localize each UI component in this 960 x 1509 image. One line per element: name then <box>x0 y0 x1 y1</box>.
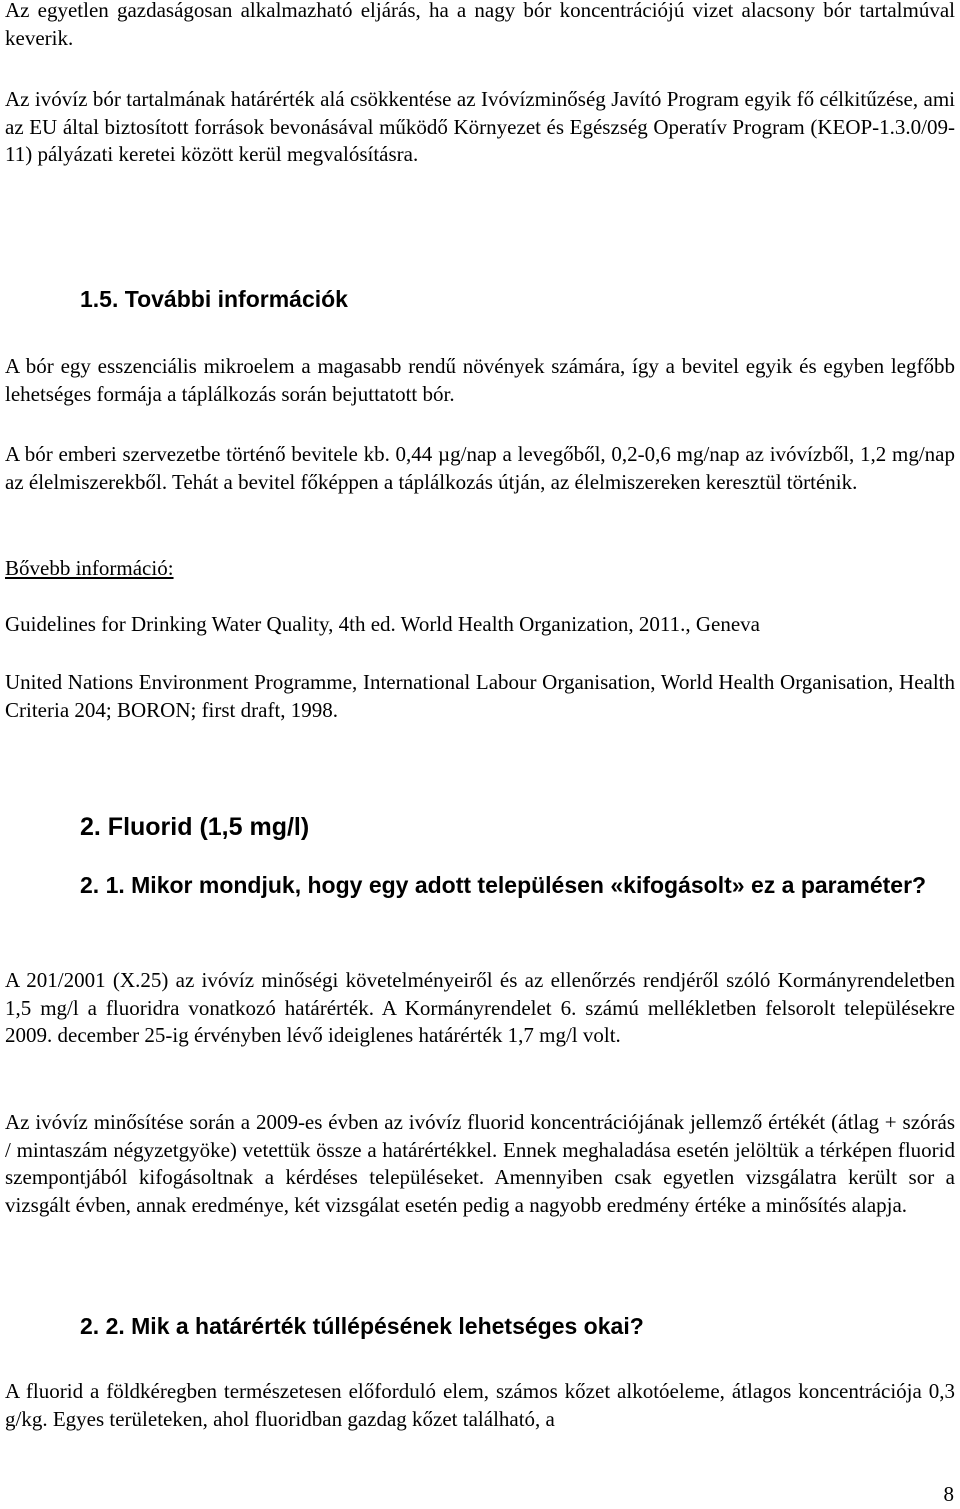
section-2-heading: 2. Fluorid (1,5 mg/l) <box>80 813 310 841</box>
section-2-1-paragraph-2: Az ivóvíz minősítése során a 2009-es évben az ivóvíz fluorid koncentrációjának jellemző értékét (átlag + szórás / mintaszám négyzetgyöke) vetettük össze a határértékkel. Ennek meghaladása esetén jelöltük a térképen fluorid szempontjából kifogásoltnak a kérdéses településeket. Amennyiben csak egyetlen vizsgálatra került sor a vizsgált évben, annak eredménye, két vizsgálat esetén pedig a nagyobb eredmény értéke a minősítés alapja. <box>5 1110 955 1217</box>
reference-who: Guidelines for Drinking Water Quality, 4th ed. World Health Organization, 2011., Geneva <box>5 612 760 636</box>
reference-unep: United Nations Environment Programme, International Labour Organisation, World Health Organisation, Health Criteria 204; BORON; first draft, 1998. <box>5 670 955 722</box>
section-2-2-heading: 2. 2. Mik a határérték túllépésének lehetséges okai? <box>80 1313 644 1339</box>
section-2-1-heading: 2. 1. Mikor mondjuk, hogy egy adott településen «kifogásolt» ez a paraméter? <box>80 872 927 898</box>
section-2-1-paragraph-1: A 201/2001 (X.25) az ivóvíz minőségi követelményeiről és az ellenőrzés rendjéről szóló Kormányrendeletben 1,5 mg/l a fluoridra vonatkozó határérték. A Kormányrendelet 6. számú mellékletben felsorolt településekre 2009. december 25-ig érvényben lévő ideiglenes határérték 1,7 mg/l volt. <box>5 968 955 1047</box>
section-1-5-paragraph-1: A bór egy esszenciális mikroelem a magasabb rendű növények számára, így a bevitel egyik és egyben legfőbb lehetséges formája a táplálkozás során bejuttatott bór. <box>5 354 955 406</box>
section-1-5-paragraph-2: A bór emberi szervezetbe történő bevitele kb. 0,44 µg/nap a levegőből, 0,2-0,6 mg/nap az ivóvízből, 1,2 mg/nap az élelmiszerekből. Tehát a bevitel főképpen a táplálkozás útján, az élelmiszereken keresztül történik. <box>5 442 955 494</box>
more-info-link[interactable]: Bővebb információ: <box>5 556 174 580</box>
intro-paragraph-2: Az ivóvíz bór tartalmának határérték alá csökkentése az Ivóvízminőség Javító Program egyik fő célkitűzése, ami az EU által biztosított források bevonásával működő Környezet és Egészség Operatív Program (KEOP-1.3.0/09-11) pályázati keretei között kerül megvalósításra. <box>5 87 955 166</box>
intro-paragraph-1: Az egyetlen gazdaságosan alkalmazható eljárás, ha a nagy bór koncentrációjú vizet alacsony bór tartalmúval keverik. <box>5 0 955 50</box>
section-1-5-heading: 1.5. További információk <box>80 286 348 312</box>
page-number: 8 <box>943 1482 954 1506</box>
section-2-2-paragraph-1: A fluorid a földkéregben természetesen előforduló elem, számos kőzet alkotóeleme, átlagos koncentrációja 0,3 g/kg. Egyes területeken, ahol fluoridban gazdag kőzet található, a <box>5 1379 955 1431</box>
document-page <box>5 0 955 1509</box>
